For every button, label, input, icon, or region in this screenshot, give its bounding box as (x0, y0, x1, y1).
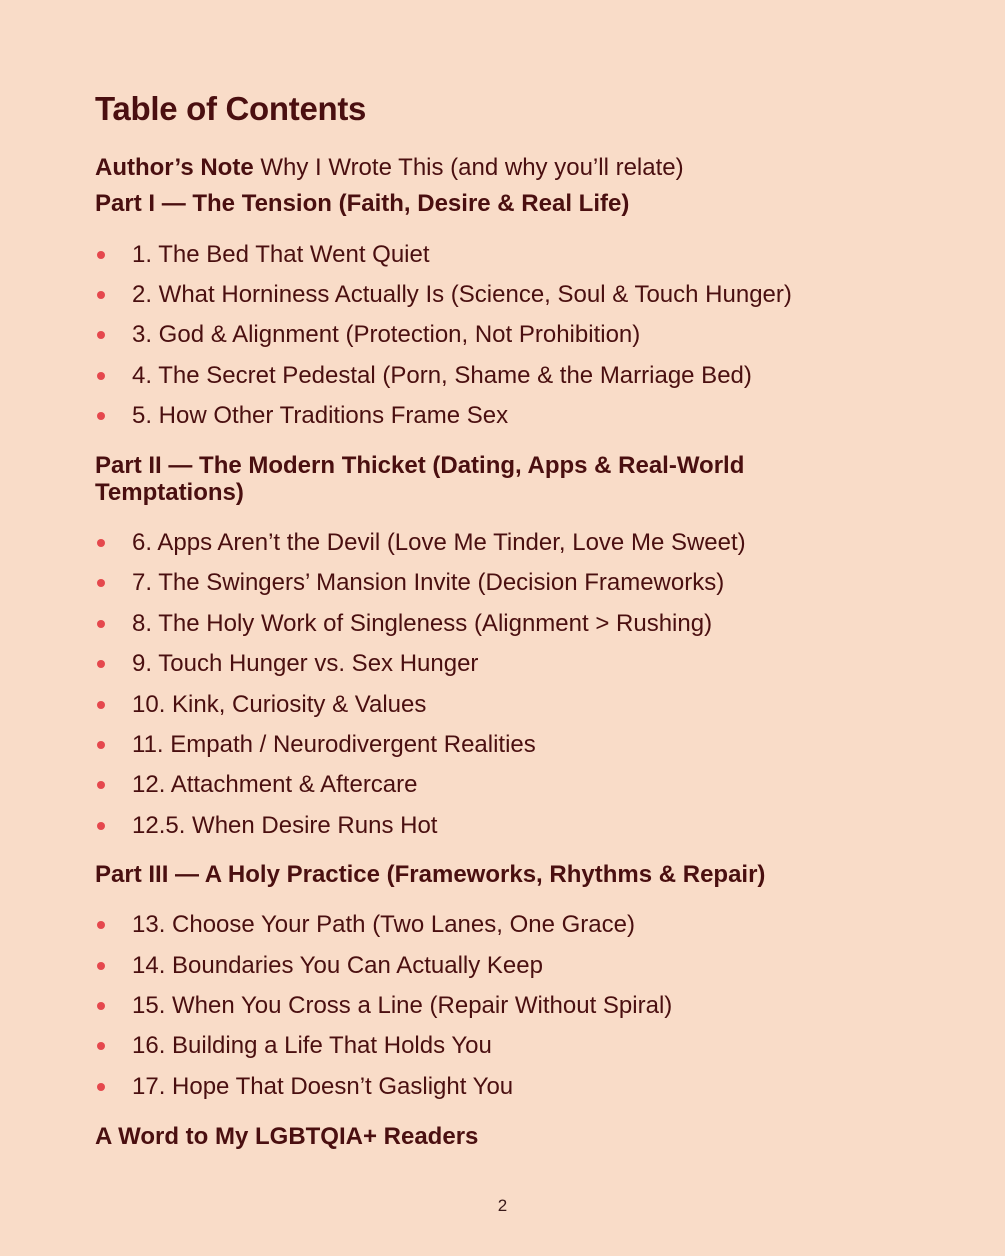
bullet-icon (97, 539, 105, 547)
chapter-title: 17. Hope That Doesn’t Gaslight You (132, 1073, 514, 1100)
page-title: Table of Contents (95, 90, 367, 127)
chapter-title: 10. Kink, Curiosity & Values (132, 691, 427, 718)
chapter-title: 9. Touch Hunger vs. Sex Hunger (132, 650, 479, 677)
closing-heading: A Word to My LGBTQIA+ Readers (95, 1123, 479, 1150)
chapter-title: 15. When You Cross a Line (Repair Without Spiral) (132, 992, 673, 1019)
chapter-title: 8. The Holy Work of Singleness (Alignment > Rushing) (132, 610, 713, 637)
chapter-title: 11. Empath / Neurodivergent Realities (132, 731, 536, 758)
part-heading: Part II — The Modern Thicket (Dating, Apps & Real-World Temptations) (95, 452, 745, 506)
page-number: 2 (497, 1196, 508, 1215)
bullet-icon (97, 1083, 105, 1091)
bullet-icon (97, 921, 105, 929)
bullet-icon (97, 962, 105, 970)
chapter-title: 7. The Swingers’ Mansion Invite (Decision Frameworks) (132, 569, 725, 596)
part-heading: Part I — The Tension (Faith, Desire & Real Life) (95, 190, 630, 217)
author-note-label: Author’s Note (95, 154, 254, 181)
chapter-title: 12.5. When Desire Runs Hot (132, 812, 438, 839)
chapter-title: 6. Apps Aren’t the Devil (Love Me Tinder, Love Me Sweet) (132, 529, 746, 556)
chapter-title: 14. Boundaries You Can Actually Keep (132, 952, 543, 979)
bullet-icon (97, 701, 105, 709)
bullet-icon (97, 781, 105, 789)
bullet-icon (97, 741, 105, 749)
author-note (95, 154, 684, 182)
chapter-title: 13. Choose Your Path (Two Lanes, One Grace) (132, 911, 635, 938)
part-heading: Part III — A Holy Practice (Frameworks, Rhythms & Repair) (95, 861, 766, 888)
bullet-icon (97, 1002, 105, 1010)
bullet-icon (97, 331, 105, 339)
chapter-title: 16. Building a Life That Holds You (132, 1032, 492, 1059)
bullet-icon (97, 412, 105, 420)
chapter-title: 4. The Secret Pedestal (Porn, Shame & the Marriage Bed) (132, 362, 752, 389)
bullet-icon (97, 251, 105, 259)
bullet-icon (97, 620, 105, 628)
chapter-title: 5. How Other Traditions Frame Sex (132, 402, 509, 429)
bullet-icon (97, 579, 105, 587)
bullet-icon (97, 372, 105, 380)
chapter-title: 1. The Bed That Went Quiet (132, 241, 430, 268)
chapter-title: 12. Attachment & Aftercare (132, 771, 418, 798)
bullet-icon (97, 822, 105, 830)
bullet-icon (97, 660, 105, 668)
bullet-icon (97, 291, 105, 299)
chapter-title: 3. God & Alignment (Protection, Not Prohibition) (132, 321, 641, 348)
bullet-icon (97, 1042, 105, 1050)
author-note-text: Why I Wrote This (and why you’ll relate) (260, 154, 684, 181)
chapter-title: 2. What Horniness Actually Is (Science, Soul & Touch Hunger) (132, 281, 792, 308)
